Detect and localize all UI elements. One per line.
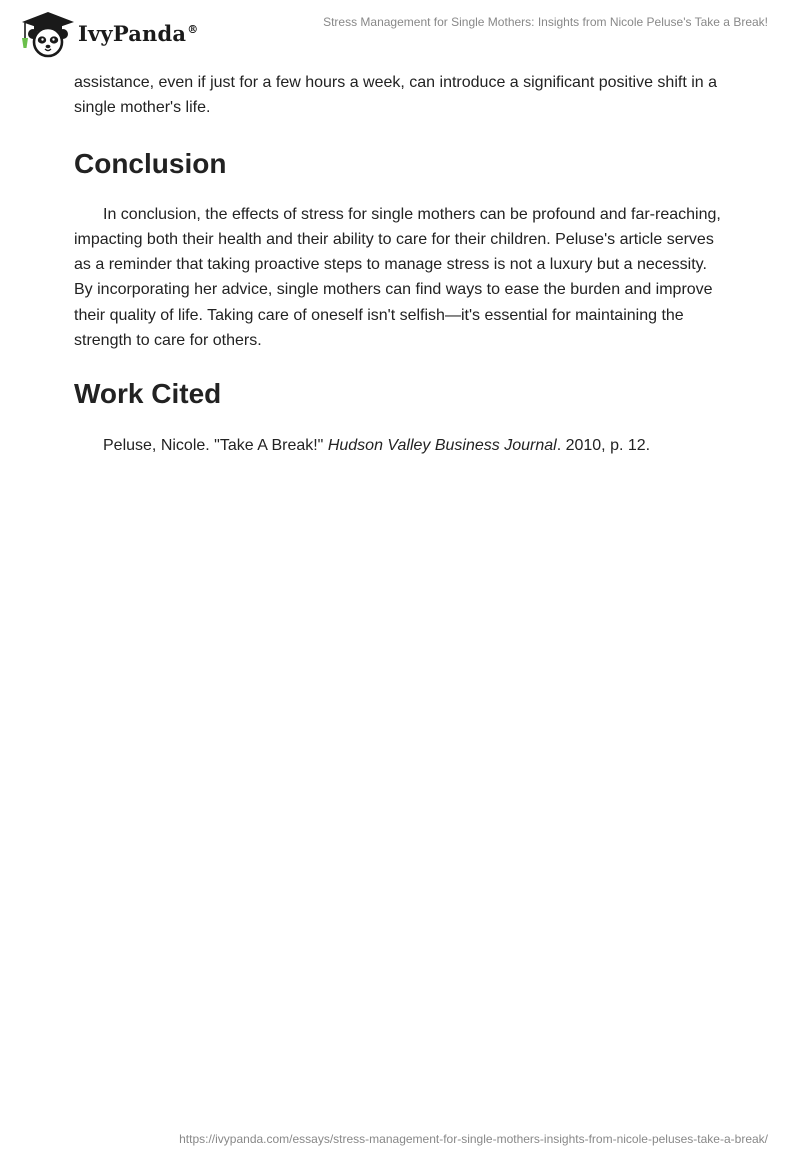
intro-continuation-paragraph: assistance, even if just for a few hours a week, can introduce a significant positive shift in a single mother's life. (74, 74, 717, 117)
conclusion-heading: Conclusion (74, 147, 227, 179)
document-body (74, 70, 730, 458)
running-title: Stress Management for Single Mothers: Insights from Nicole Peluse's Take a Break! (323, 15, 768, 29)
citation-details: . 2010, p. 12. (556, 437, 651, 455)
works-cited-heading: Work Cited (74, 378, 222, 410)
logo-text: IvyPanda® (78, 20, 199, 46)
conclusion-paragraph: In conclusion, the effects of stress for single mothers can be profound and far-reaching, impacting both their health and their ability to care for their children. Peluse's article serves as a reminder that taking proactive steps to manage stress is not a luxury but a necessity. By incorporating her advice, single mothers can find ways to ease the burden and improve their quality of life. Taking care of oneself isn't selfish—it's essential for maintaining the strength to care for others. (74, 205, 721, 350)
citation-author-title: Peluse, Nicole. "Take A Break!" (103, 437, 328, 455)
site-logo[interactable] (14, 8, 198, 58)
registered-mark: ® (187, 22, 199, 36)
citation-journal: Hudson Valley Business Journal (327, 437, 557, 455)
citation-entry (74, 433, 730, 458)
panda-graduate-icon (14, 8, 76, 58)
footer-url[interactable]: https://ivypanda.com/essays/stress-management-for-single-mothers-insights-from-nicole-peluses-take-a-break/ (179, 1132, 768, 1146)
